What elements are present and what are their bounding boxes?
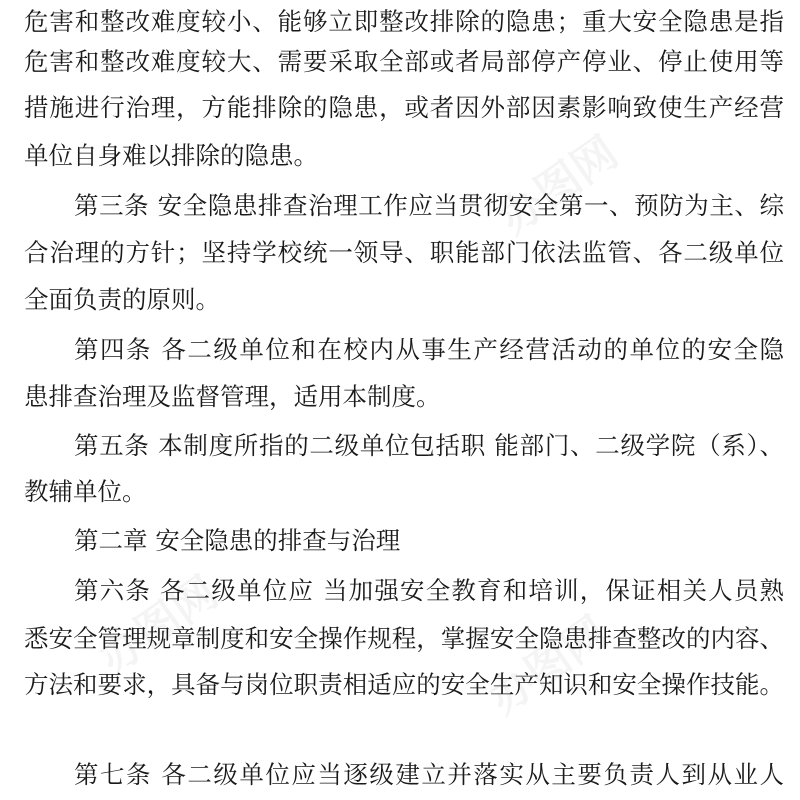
text-line: 悉安全管理规章制度和安全操作规程，掌握安全隐患排查整改的内容、 (24, 624, 784, 653)
text-line: 单位自身难以排除的隐患。 (24, 141, 318, 170)
text-line: 危害和整改难度较小、能够立即整改排除的隐患；重大安全隐患是指 (24, 7, 784, 36)
text-line: 措施进行治理，方能排除的隐患，或者因外部因素影响致使生产经营 (24, 93, 784, 122)
text-line: 全面负责的原则。 (24, 285, 220, 314)
article-4-line: 第四条 各二级单位和在校内从事生产经营活动的单位的安全隐 (74, 335, 784, 364)
article-5-line: 第五条 本制度所指的二级单位包括职 能部门、二级学院（系）、 (74, 431, 784, 460)
text-line: 方法和要求，具备与岗位职责相适应的安全生产知识和安全操作技能。 (24, 670, 784, 699)
article-3-line: 第三条 安全隐患排查治理工作应当贯彻安全第一、预防为主、综 (74, 191, 784, 220)
chapter-2-heading: 第二章 安全隐患的排查与治理 (74, 526, 401, 555)
text-line: 患排查治理及监督管理，适用本制度。 (24, 382, 441, 411)
watermark (474, 598, 619, 726)
text-line: 合治理的方针；坚持学校统一领导、职能部门依法监管、各二级单位 (24, 238, 784, 267)
article-6-line: 第六条 各二级单位应 当加强安全教育和培训，保证相关人员熟 (74, 576, 784, 605)
text-line: 危害和整改难度较大、需要采取全部或者局部停产停业、停止使用等 (24, 47, 784, 76)
article-7-line: 第七条 各二级单位应当逐级建立并落实从主要负责人到从业人 (74, 760, 784, 789)
text-line: 教辅单位。 (24, 477, 147, 506)
